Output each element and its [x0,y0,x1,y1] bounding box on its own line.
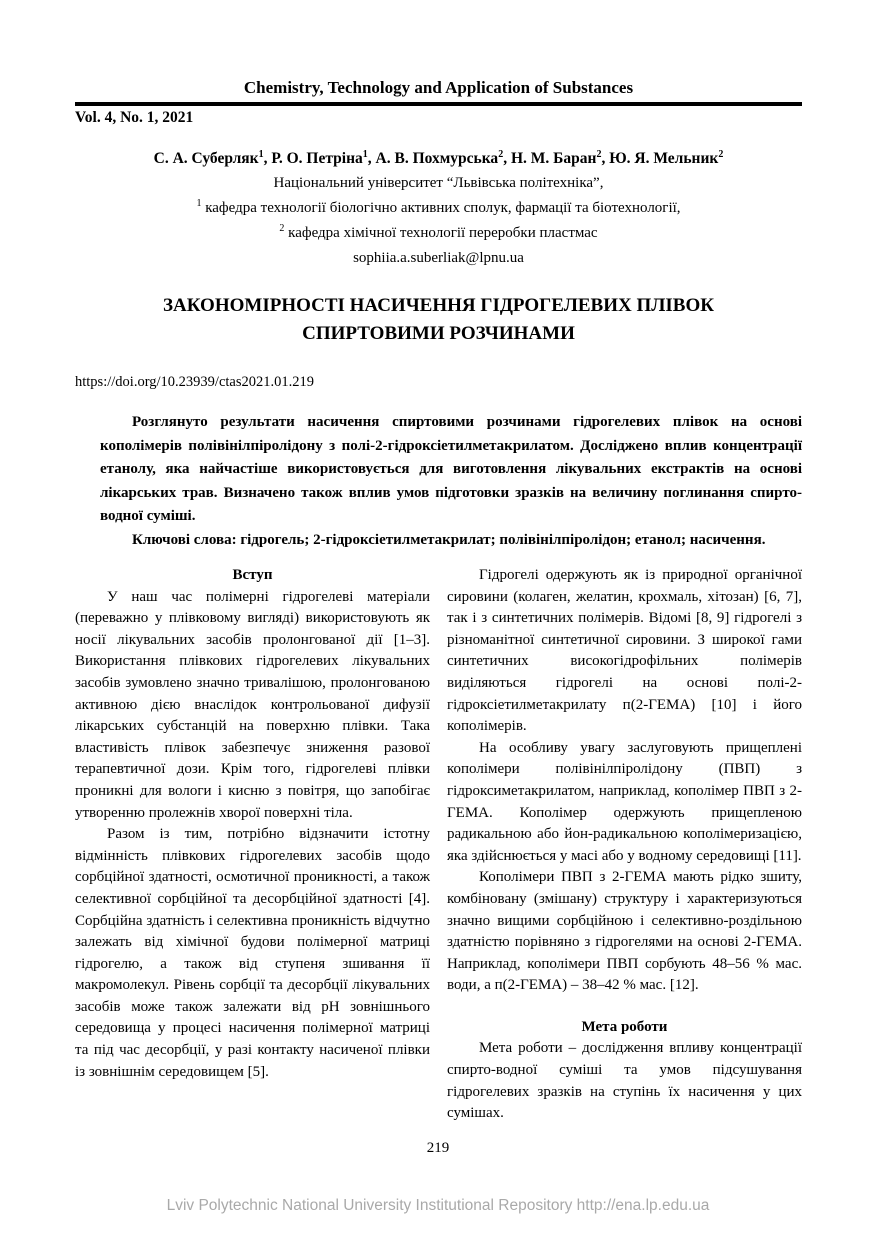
paragraph: Кополімери ПВП з 2-ГЕМА мають рідко зшиту, комбіновану (змішану) структуру і характеризуються значно вищими сорбційною і селективно-роздільною здатністю порівняно з гідрогелями на основі 2-ГЕМА. Наприклад, кополімери ПВП сорбують 48–56 % мас. води, а п(2-ГЕМА) – 38–42 % мас. [12]. [447,869,802,994]
author-separator: , [263,150,272,167]
authors-line [75,146,802,171]
author-superscript: 2 [718,148,724,160]
paragraph: Мета роботи – дослідження впливу концентрації спирто-водної суміші та умов підсушування гідрогелевих зразків на ступінь їх насичення у цих сумішах. [447,1040,802,1122]
author-superscript: 1 [258,148,264,160]
author-separator: , [367,150,376,167]
affiliation-line: $^1$ кафедра технології біологічно активних сполук, фармації та біотехнології, [196,198,681,216]
paragraph: На особливу увагу заслуговують прищеплені кополімери полівінілпіролідону (ПВП) з гідроксиметакрилатом, наприклад, кополімер ПВП з 2-ГЕМА. Кополімер одержують прищепленою радикальною або йон-радикальною кополімеризацією, яка здійснюється у масі або у водному середовищі [11]. [447,739,802,864]
paragraph: Гідрогелі одержують як із природної органічної сировини (колаген, желатин, крохмаль, хітозан) [6, 7], так і з синтетичних полімерів. Відомі [8, 9] гідрогелі з різноманітної синтетичної сировини. З широкої гами синтетичних високогідрофільних полімерів виділяються гідрогелі на основі полі-2- гідроксіетилметакрилату п(2-ГЕМА) [10] і його кополімерів. [447,567,802,735]
byline-block [75,146,802,271]
author: Н. М. Баран$^2$, [510,148,610,167]
journal-title: Chemistry, Technology and Application of Substances [243,78,634,97]
section-heading-goal: Мета роботи [581,1018,668,1035]
affiliation-superscript: 1 [196,198,202,209]
author-superscript: 2 [596,148,602,160]
author: А. В. Похмурська$^2$, [375,148,511,167]
university-line: Національний університет “Львівська політехніка”, [273,175,604,191]
header-rule [75,102,802,106]
paragraph: Разом із тим, потрібно відзначити істотну відмінність плівкових гідрогелевих засобів щодо сорбційної здатності, осмотичної проникності, а також селективної сорбційної та десорбційної здатності [4]. Сорбційна здатність і селективна проникність відчутно залежать від хімічної будови полімерної матриці гідрогелю, а також від ступеня зшивання її макромолекул. Рівень сорбції та десорбції лікувальних засобів може також залежати від pH зовнішнього середовища у процесі насичення полімерної матриці та під час десорбції, у разі контакту насиченої плівки із зовнішнім середовищем [5]. [75,826,430,1080]
author-superscript: 1 [362,148,368,160]
email-line: sophiia.a.suberliak@lpnu.ua [353,250,524,266]
volume-issue: Vol. 4, No. 1, 2021 [75,109,194,126]
abstract-block [100,411,802,552]
article-title [129,292,749,348]
author: С. А. Суберляк$^1$, [153,148,272,167]
author-superscript: 2 [498,148,504,160]
page-number: 219 [426,1140,450,1156]
keywords-paragraph: Ключові слова: гідрогель; 2-гідроксіетилметакрилат; полівінілпіролідон; етанол; насичення. [132,531,766,548]
section-heading-intro: Вступ [232,567,273,583]
article-title-line: ЗАКОНОМІРНОСТІ НАСИЧЕННЯ ГІДРОГЕЛЕВИХ ПЛІВОК [163,295,714,316]
author: Ю. Я. Мельник$^2$ [609,148,724,167]
affiliation-superscript: 2 [279,223,285,234]
abstract-paragraph: Розглянуто результати насичення спиртовими розчинами гідрогелевих плівок на основі кополімерів полівінілпіролідону з полі-2-гідроксіетилметакрилатом. Досліджено вплив концентрації етанолу, яка найчастіше використовується для виготовлення лікувальних екстрактів на основі лікарських трав. Визначено також вплив умов підготовки зразків на величину поглинання спирто-водної суміші. [100,414,802,524]
repository-watermark: Lviv Polytechnic National University Institutional Repository http://ena.lp.edu.ua [166,1197,710,1214]
author-separator: , [503,150,511,167]
article-title-line: СПИРТОВИМИ РОЗЧИНАМИ [302,323,575,344]
affiliation-line: $^2$ кафедра хімічної технології переробки пластмас [279,223,598,241]
body-columns [75,565,802,1125]
author: Р. О. Петріна$^1$, [271,148,376,167]
left-column [75,565,430,1125]
doi-text: https://doi.org/10.23939/ctas2021.01.219 [75,374,314,390]
right-column [447,565,802,1125]
paragraph: У наш час полімерні гідрогелеві матеріали (переважно у плівковому вигляді) використовують як носії лікувальних засобів пролонгованої дії [1–3]. Використання плівкових гідрогелевих лікувальних засобів зумовлено значно тривалішою, пролонгованою активною дією внаслідок контрольованої дифузії лікарських субстанцій на поверхню плівки. Така властивість плівок забезпечує зниження разової терапевтичної дози. Крім того, гідрогелеві плівки проникні для вологи і кисню з повітря, що запобігає утворенню пролежнів хворої поверхні тіла. [75,588,430,821]
author-separator: , [601,150,610,167]
page-content [75,0,802,1125]
